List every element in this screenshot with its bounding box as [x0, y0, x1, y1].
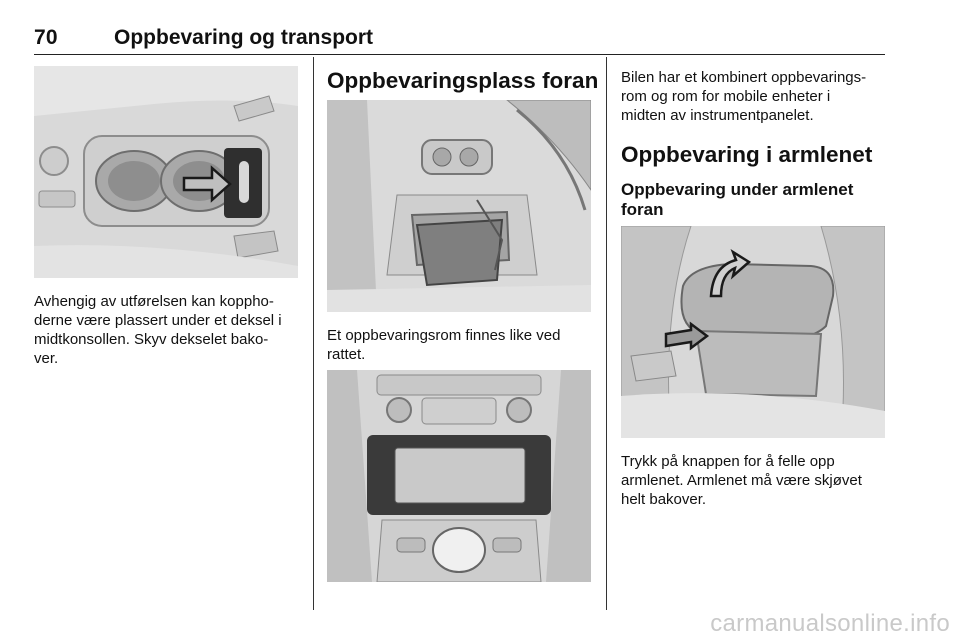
front-storage-caption — [327, 326, 597, 364]
watermark: carmanualsonline.info — [710, 610, 950, 637]
column-divider-2 — [606, 57, 607, 610]
armrest-drawing — [621, 226, 885, 438]
page-title: Oppbevaring og transport — [114, 26, 374, 49]
column-divider-1 — [313, 57, 314, 610]
front-storage-drawing — [327, 100, 591, 312]
text-line: rattet. — [327, 346, 366, 363]
armrest-illustration — [621, 226, 885, 438]
page-number: 70 — [34, 26, 58, 49]
cupholder-drawing — [34, 66, 298, 278]
section-heading-armrest: Oppbevaring i armlenet — [621, 142, 873, 167]
center-console-illustration — [327, 370, 591, 582]
text-line: midtkonsollen. Skyv dekselet bako- — [34, 331, 269, 348]
text-line: ver. — [34, 350, 59, 367]
header-divider — [34, 54, 885, 55]
subheading-armrest-front — [621, 180, 853, 220]
subheading-line: foran — [621, 200, 664, 219]
subheading-line: Oppbevaring under armlenet — [621, 180, 854, 199]
text-line: Et oppbevaringsrom finnes like ved — [327, 327, 561, 344]
text-line: rom og rom for mobile enheter i — [621, 88, 831, 105]
text-line: Avhengig av utførelsen kan koppho- — [34, 293, 274, 310]
text-line: midten av instrumentpanelet. — [621, 107, 814, 124]
text-line: helt bakover. — [621, 491, 707, 508]
armrest-caption — [621, 452, 891, 509]
cupholder-caption — [34, 292, 304, 368]
text-line: Bilen har et kombinert oppbevarings- — [621, 69, 867, 86]
intro-paragraph — [621, 68, 891, 125]
text-line: Trykk på knappen for å felle opp — [621, 453, 835, 470]
text-line: derne være plassert under et deksel i — [34, 312, 282, 329]
text-line: armlenet. Armlenet må være skjøvet — [621, 472, 862, 489]
cupholder-illustration — [34, 66, 298, 278]
center-console-drawing — [327, 370, 591, 582]
front-storage-illustration — [327, 100, 591, 312]
section-heading-front-storage: Oppbevaringsplass foran — [327, 68, 599, 93]
